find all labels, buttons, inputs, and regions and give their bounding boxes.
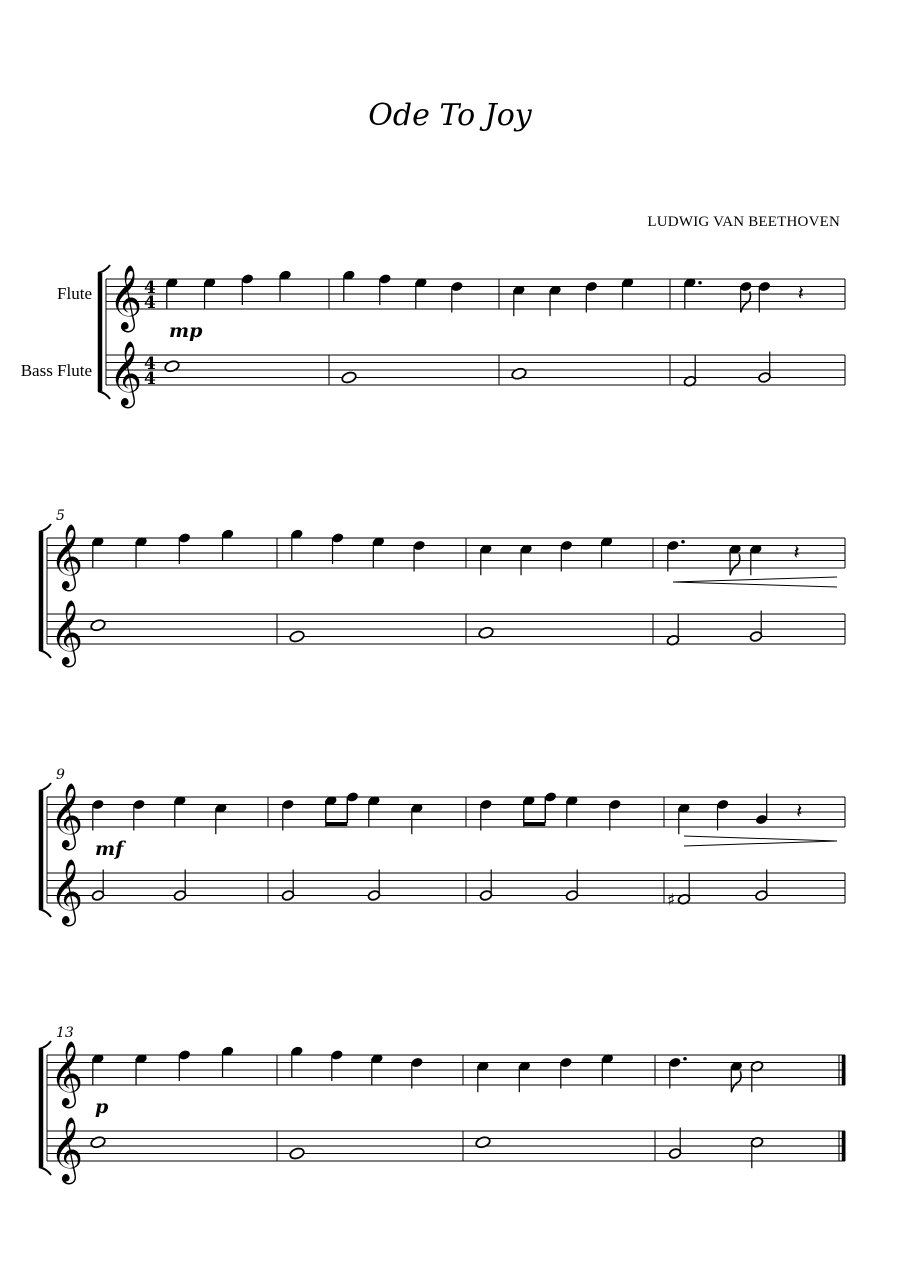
svg-text:𝄞: 𝄞 [50, 1041, 84, 1106]
quarter-note [683, 277, 701, 309]
quarter-note [608, 799, 621, 831]
bass-flute-measure-3 [511, 367, 527, 380]
flute-measure-2 [342, 269, 463, 312]
half-note [749, 611, 762, 643]
flute-measure-1 [165, 269, 292, 308]
notehead [511, 367, 527, 380]
system-4 [39, 1025, 845, 1175]
notehead [341, 371, 357, 384]
staff-bass-flute [106, 355, 845, 385]
bass-flute-measure-2 [341, 371, 357, 384]
quarter-note [135, 536, 148, 568]
flute-measure-6 [290, 528, 426, 571]
quarter-note [413, 540, 426, 572]
treble-clef-icon [50, 600, 83, 667]
quarter-note [666, 540, 684, 572]
quarter-note [755, 794, 768, 826]
quarter-note [165, 277, 178, 309]
half-note [667, 873, 691, 910]
system-2 [39, 508, 845, 658]
system-1 [98, 265, 845, 399]
svg-text:𝄞: 𝄞 [109, 265, 143, 330]
svg-text:𝄽: 𝄽 [797, 281, 804, 305]
quarter-note [410, 1057, 423, 1089]
score-title: Ode To Joy [368, 98, 532, 133]
measure-number: 5 [56, 508, 65, 524]
whole-note [90, 1136, 106, 1149]
quarter-note [621, 277, 634, 309]
treble-clef-icon [50, 1117, 83, 1184]
whole-note [164, 360, 180, 373]
quarter-note [512, 284, 525, 316]
svg-text:4: 4 [144, 354, 156, 374]
bass-flute-measure-15 [475, 1136, 491, 1149]
bass-flute-measure-16 [668, 1128, 763, 1169]
bass-flute-measure-1 [164, 360, 180, 373]
bass-flute-measure-12 [667, 870, 768, 911]
notehead [289, 630, 305, 643]
quarter-note [241, 273, 254, 305]
quarter-note [370, 1053, 383, 1085]
diminuendo-hairpin [684, 836, 837, 846]
quarter-note [330, 1049, 343, 1081]
whole-note [341, 371, 357, 384]
quarter-rest [796, 799, 802, 823]
quarter-note [559, 1057, 572, 1089]
notehead [289, 1147, 305, 1160]
quarter-note [716, 799, 729, 831]
quarter-note [758, 281, 771, 313]
bass-flute-measure-6 [289, 630, 305, 643]
quarter-note [132, 799, 145, 831]
instrument-label-bass-flute: Bass Flute [20, 361, 92, 380]
notehead [90, 619, 106, 632]
treble-clef-icon [50, 524, 83, 591]
treble-clef-icon [109, 265, 142, 332]
beam [326, 822, 348, 826]
measure-number: 13 [56, 1025, 74, 1041]
svg-text:𝄞: 𝄞 [50, 859, 84, 924]
quarter-note [91, 1053, 104, 1085]
crescendo-hairpin [673, 577, 837, 587]
quarter-note [565, 795, 578, 827]
staff-bass-flute [47, 614, 845, 644]
flute-measure-3 [512, 277, 634, 316]
treble-clef-icon [50, 859, 83, 926]
quarter-note [450, 281, 463, 313]
staff-flute [47, 538, 845, 568]
half-note [479, 870, 492, 902]
flute-measure-15 [476, 1053, 614, 1092]
whole-note [289, 630, 305, 643]
quarter-note [178, 1049, 191, 1081]
svg-text:𝄞: 𝄞 [50, 783, 84, 848]
sharp-accidental: ♯ [667, 890, 676, 911]
bass-flute-measure-4 [683, 352, 771, 388]
quarter-note [476, 1060, 489, 1092]
quarter-note [518, 1060, 531, 1092]
quarter-rest [794, 540, 800, 564]
svg-text:𝄞: 𝄞 [50, 1117, 84, 1182]
whole-note [475, 1136, 491, 1149]
bass-flute-measure-7 [478, 626, 494, 639]
dynamic-marking: mp [169, 320, 203, 342]
augmentation-dot [698, 281, 702, 285]
flute-measure-12 [677, 794, 802, 835]
flute-measure-9 [91, 795, 227, 834]
flute-measure-4 [683, 277, 804, 313]
quarter-note [91, 799, 104, 831]
half-note [91, 870, 104, 902]
measure-number: 9 [56, 767, 65, 783]
notehead [90, 1136, 106, 1149]
quarter-note [221, 528, 234, 560]
svg-text:𝄽: 𝄽 [796, 799, 803, 823]
flute-measure-14 [290, 1045, 423, 1088]
quarter-note [135, 1053, 148, 1085]
svg-text:𝄞: 𝄞 [50, 524, 84, 589]
half-note [173, 870, 186, 902]
bass-flute-measure-9 [91, 870, 186, 902]
svg-text:4: 4 [144, 293, 156, 313]
composer-name: LUDWIG VAN BEETHOVEN [647, 214, 840, 230]
half-note [367, 870, 380, 902]
notehead [475, 1136, 491, 1149]
quarter-rest [798, 281, 804, 305]
staff-bass-flute [47, 873, 845, 903]
quarter-note [214, 802, 227, 834]
treble-clef-icon [50, 783, 83, 850]
augmentation-dot [683, 1057, 687, 1061]
quarter-note [677, 802, 690, 834]
treble-clef-icon [50, 1041, 83, 1108]
dynamic-marking: mf [95, 838, 124, 860]
flute-measure-10 [281, 791, 423, 834]
instrument-label-flute: Flute [57, 284, 92, 303]
quarter-note [221, 1045, 234, 1077]
staff-flute [106, 279, 845, 309]
quarter-note [367, 795, 380, 827]
quarter-note [331, 532, 344, 564]
quarter-note [173, 795, 186, 827]
quarter-note [414, 277, 427, 309]
svg-text:𝄽: 𝄽 [793, 540, 800, 564]
treble-clef-icon [109, 341, 142, 408]
bass-flute-measure-13 [90, 1136, 106, 1149]
quarter-note [410, 802, 423, 834]
quarter-note [203, 277, 216, 309]
half-note [758, 352, 771, 384]
whole-note [478, 626, 494, 639]
bass-flute-measure-11 [479, 870, 578, 902]
quarter-note [372, 536, 385, 568]
half-note [750, 1136, 763, 1168]
system-3 [39, 767, 845, 917]
half-note [668, 1128, 681, 1160]
quarter-note [560, 540, 573, 572]
bass-flute-measure-10 [281, 870, 380, 902]
svg-text:4: 4 [144, 369, 156, 389]
quarter-note [601, 1053, 614, 1085]
time-signature [144, 278, 156, 313]
half-note [281, 870, 294, 902]
quarter-note [749, 543, 762, 575]
bass-flute-measure-14 [289, 1147, 305, 1160]
half-note [750, 1060, 763, 1092]
quarter-note [479, 799, 492, 831]
beam [524, 822, 546, 826]
quarter-note [549, 284, 562, 316]
whole-note [90, 619, 106, 632]
quarter-note [178, 532, 191, 564]
flute-measure-7 [479, 536, 613, 575]
notehead [478, 626, 494, 639]
quarter-note [378, 273, 391, 305]
quarter-note [342, 269, 355, 301]
svg-text:𝄞: 𝄞 [109, 341, 143, 406]
quarter-note [290, 528, 303, 560]
quarter-note [600, 536, 613, 568]
svg-text:4: 4 [144, 278, 156, 298]
augmentation-dot [681, 540, 685, 544]
eighth-flag [730, 554, 740, 575]
staff-bass-flute [47, 1131, 845, 1161]
half-note [565, 870, 578, 902]
quarter-note [668, 1057, 686, 1089]
quarter-note [520, 543, 533, 575]
quarter-note [279, 269, 292, 301]
svg-text:𝄞: 𝄞 [50, 600, 84, 665]
bass-flute-measure-5 [90, 619, 106, 632]
half-note [683, 355, 696, 387]
dynamic-marking: p [95, 1096, 109, 1118]
whole-note [289, 1147, 305, 1160]
whole-note [511, 367, 527, 380]
quarter-note [479, 543, 492, 575]
time-signature [144, 354, 156, 389]
half-note [666, 614, 679, 646]
quarter-note [91, 536, 104, 568]
flute-measure-5 [91, 528, 234, 567]
notehead [164, 360, 180, 373]
quarter-note [585, 281, 598, 313]
quarter-note [281, 799, 294, 831]
eighth-flag [731, 1071, 741, 1092]
quarter-note [290, 1045, 303, 1077]
bass-flute-measure-8 [666, 611, 762, 647]
flute-measure-13 [91, 1045, 234, 1084]
staff-flute [47, 1055, 845, 1085]
half-note [755, 870, 768, 902]
